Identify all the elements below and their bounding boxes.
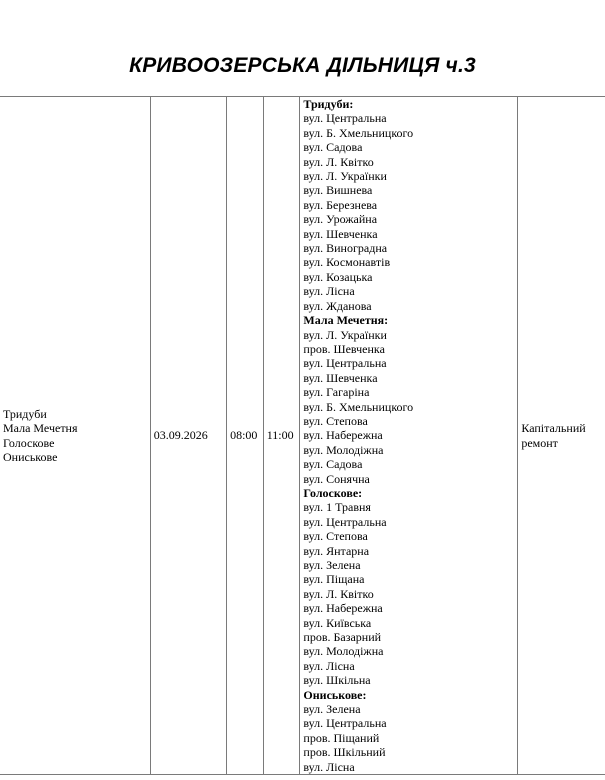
reason-cell — [518, 97, 605, 775]
time-to-cell: 11:00 — [263, 97, 300, 775]
table-row — [0, 97, 605, 775]
street-item: пров. Піщаний — [303, 730, 380, 745]
reason-text: ремонт — [521, 435, 558, 450]
village-name: Мала Мечетня — [3, 421, 78, 436]
street-item: вул. Л. Українки — [303, 327, 387, 342]
street-item: вул. Л. Українки — [303, 169, 387, 184]
street-item: вул. Козацька — [303, 269, 373, 284]
street-item: вул. Садова — [303, 140, 363, 155]
street-item: вул. Шкільна — [303, 673, 371, 688]
street-item: вул. Виноградна — [303, 241, 388, 256]
village-street-group — [303, 486, 514, 688]
street-item: вул. Центральна — [303, 716, 387, 731]
street-item: вул. Урожайна — [303, 212, 378, 227]
street-item: вул. Київська — [303, 615, 372, 630]
street-item: вул. Лісна — [303, 284, 355, 299]
village-heading: Ониськове: — [303, 687, 367, 702]
village-street-group — [303, 97, 514, 313]
schedule-table — [0, 96, 605, 775]
street-item: вул. Степова — [303, 529, 368, 544]
street-item: вул. Вишнева — [303, 183, 373, 198]
street-item: вул. Гагаріна — [303, 385, 370, 400]
village-heading: Голоскове: — [303, 485, 363, 500]
street-item: вул. Л. Квітко — [303, 586, 374, 601]
street-item: вул. Янтарна — [303, 543, 370, 558]
street-item: вул. Набережна — [303, 428, 383, 443]
street-item: вул. 1 Травня — [303, 500, 371, 515]
street-item: вул. Молодіжна — [303, 442, 384, 457]
street-item: вул. Космонавтів — [303, 255, 391, 270]
village-street-group — [303, 688, 514, 774]
street-item: вул. Лісна — [303, 759, 355, 774]
street-item: вул. Центральна — [303, 111, 387, 126]
street-item: вул. Б. Хмельницкого — [303, 399, 414, 414]
street-item: вул. Центральна — [303, 356, 387, 371]
page-title: КРИВООЗЕРСЬКА ДІЛЬНИЦЯ ч.3 — [129, 54, 476, 77]
street-item: вул. Зелена — [303, 558, 361, 572]
street-item: вул. Б. Хмельницкого — [303, 125, 414, 140]
reason-text: Капітальний — [521, 421, 586, 436]
street-item: вул. Зелена — [303, 702, 361, 717]
villages-cell — [0, 97, 150, 775]
street-item: вул. Жданова — [303, 298, 372, 313]
date-cell: 03.09.2026 — [150, 97, 226, 775]
street-item: пров. Шкільний — [303, 745, 386, 760]
street-item: вул. Центральна — [303, 514, 387, 529]
village-heading: Тридуби: — [303, 97, 354, 111]
village-street-group — [303, 313, 514, 486]
street-item: вул. Набережна — [303, 601, 383, 616]
street-item: пров. Базарний — [303, 630, 382, 645]
streets-cell — [300, 97, 518, 775]
street-item: вул. Садова — [303, 457, 363, 472]
street-item: вул. Шевченка — [303, 226, 378, 241]
street-item: вул. Молодіжна — [303, 644, 384, 659]
street-item: вул. Л. Квітко — [303, 154, 374, 169]
village-name: Голоскове — [3, 435, 55, 450]
village-name: Тридуби — [3, 406, 47, 421]
street-item: вул. Піщана — [303, 572, 365, 587]
street-item: пров. Шевченка — [303, 341, 385, 356]
street-item: вул. Степова — [303, 413, 368, 428]
street-item: вул. Сонячна — [303, 471, 370, 486]
street-item: вул. Шевченка — [303, 370, 378, 385]
village-heading: Мала Мечетня: — [303, 313, 389, 328]
time-from-cell: 08:00 — [227, 97, 264, 775]
village-name: Ониськове — [3, 449, 58, 464]
street-item: вул. Березнева — [303, 197, 378, 212]
street-item: вул. Лісна — [303, 658, 355, 673]
